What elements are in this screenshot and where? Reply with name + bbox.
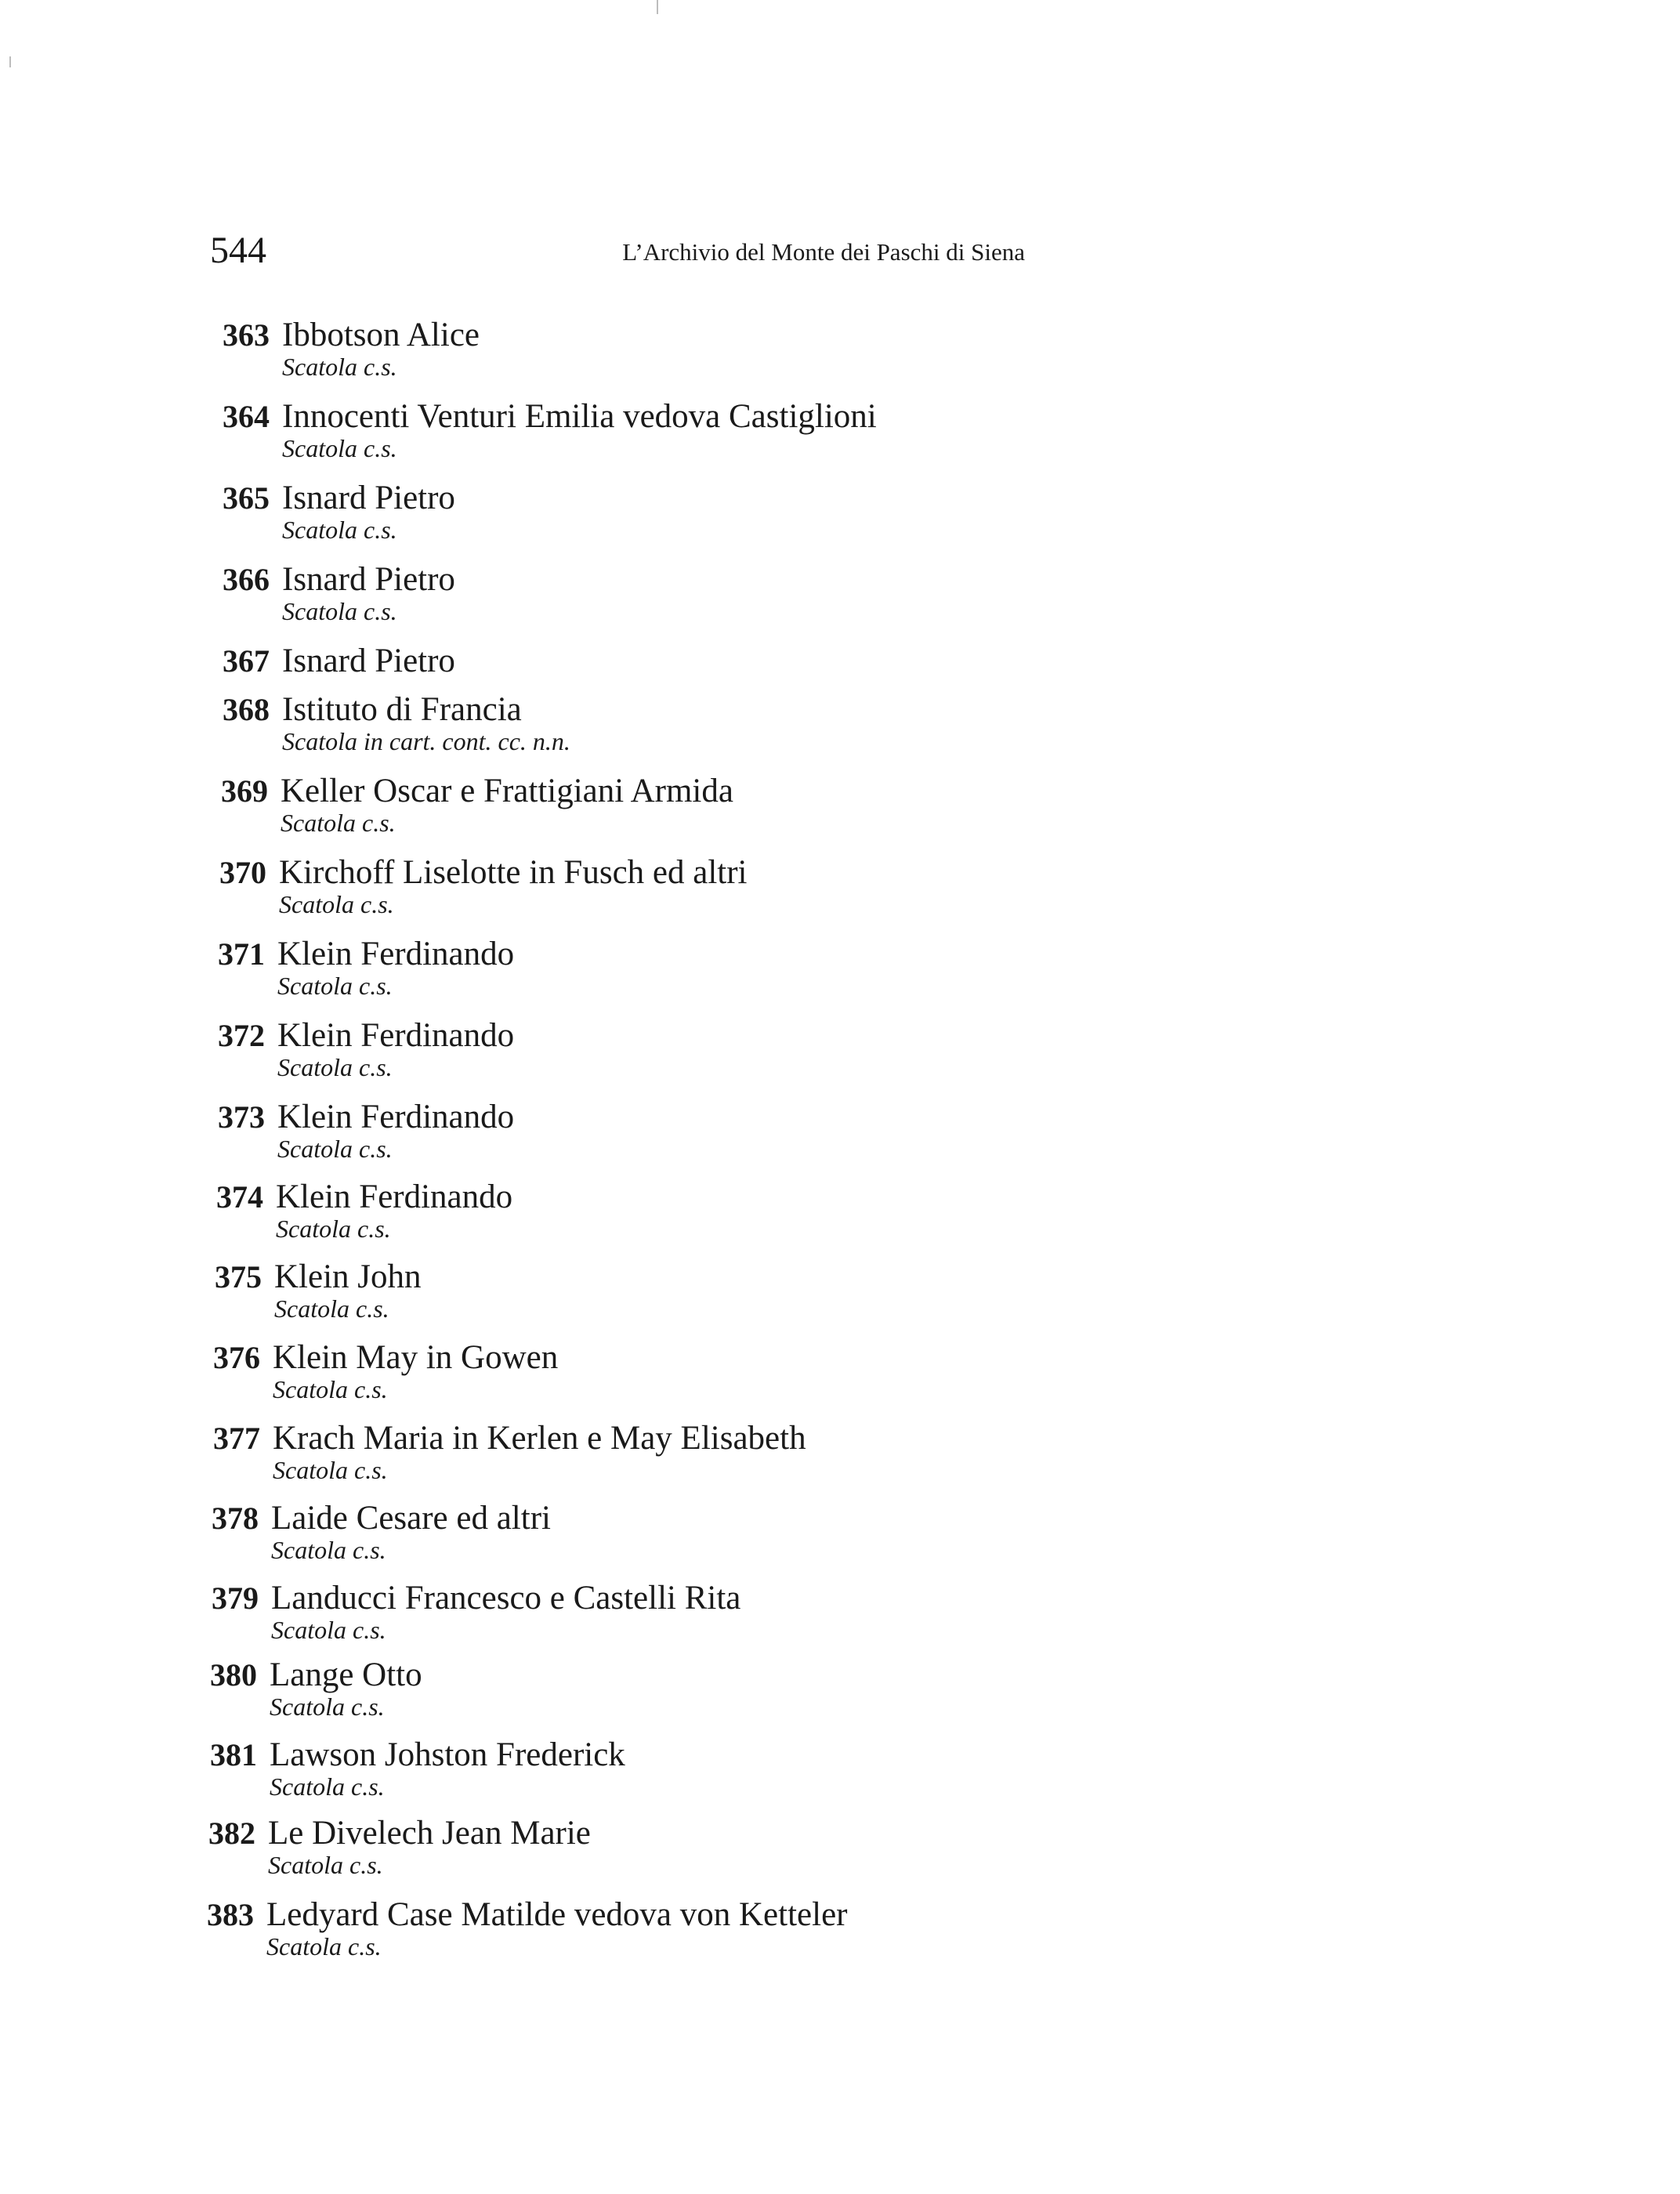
entry-note: Scatola c.s. [268,1851,383,1879]
entry-number: 380 [210,1657,257,1693]
entry-note: Scatola c.s. [277,1135,393,1163]
entry-title: Klein Ferdinando [277,1099,515,1135]
entry-note: Scatola c.s. [282,597,397,625]
entry-note: Scatola c.s. [273,1456,388,1484]
entry-note: Scatola c.s. [281,809,396,837]
entry-number: 377 [213,1421,260,1456]
entry-note: Scatola c.s. [282,434,397,462]
entry-title: Klein John [274,1258,422,1295]
entry-number: 381 [210,1737,257,1772]
entry-number: 376 [213,1340,260,1375]
entry-note: Scatola c.s. [282,516,397,544]
entry-note: Scatola c.s. [266,1932,382,1960]
entry-number: 364 [223,399,270,434]
entry-title: Innocenti Venturi Emilia vedova Castiglioni [282,398,877,435]
entry-number: 367 [223,643,270,679]
entry-number: 363 [223,317,270,353]
entry-note: Scatola c.s. [271,1616,386,1644]
entry-note: Scatola c.s. [277,972,393,1000]
entry-title: Isnard Pietro [282,561,455,598]
entry-number: 383 [207,1897,254,1932]
entry-title: Klein Ferdinando [277,936,515,972]
scan-mark-left [9,56,11,67]
page-header [210,227,1025,282]
entry-number: 368 [223,692,270,727]
entry-number: 374 [216,1179,263,1215]
entry-note: Scatola c.s. [282,353,397,381]
entry-note: Scatola c.s. [279,890,394,918]
entry-number: 370 [219,855,266,890]
page-number: 544 [210,230,266,271]
entry-title: Keller Oscar e Frattigiani Armida [281,773,733,809]
entry-number: 378 [212,1501,259,1536]
entry-list [0,313,1680,1990]
entry-title: Klein Ferdinando [277,1017,515,1054]
entry-title: Kirchoff Liselotte in Fusch ed altri [279,854,748,891]
entry-title: Isnard Pietro [282,480,455,516]
entry-title: Laide Cesare ed altri [271,1500,551,1537]
entry-note: Scatola c.s. [274,1294,389,1323]
entry-number: 375 [215,1259,262,1294]
scan-mark-top [657,0,658,14]
entry-number: 372 [218,1018,265,1053]
entry-title: Istituto di Francia [282,691,522,728]
entry-number: 373 [218,1099,265,1135]
entry-note: Scatola c.s. [271,1536,386,1564]
entry-number: 379 [212,1580,259,1616]
entry-number: 382 [208,1816,255,1851]
entry-note: Scatola c.s. [277,1053,393,1081]
entry-title: Lange Otto [270,1656,422,1693]
entry-title: Klein May in Gowen [273,1339,559,1376]
entry-title: Landucci Francesco e Castelli Rita [271,1580,741,1617]
entry-number: 369 [221,773,268,809]
entry-number: 366 [223,562,270,597]
entry-title: Lawson Johston Frederick [270,1736,625,1773]
entry-note: Scatola in cart. cont. cc. n.n. [282,727,570,755]
entry-number: 371 [218,936,265,972]
entry-note: Scatola c.s. [270,1693,385,1721]
entry-title: Klein Ferdinando [276,1178,513,1215]
running-title: L’Archivio del Monte dei Paschi di Siena [622,238,1025,266]
entry-number: 365 [223,480,270,516]
entry-title: Krach Maria in Kerlen e May Elisabeth [273,1420,806,1457]
entry-note: Scatola c.s. [270,1772,385,1801]
entry-title: Isnard Pietro [282,643,455,679]
entry-note: Scatola c.s. [273,1375,388,1403]
entry-title: Ibbotson Alice [282,317,480,353]
entry-title: Ledyard Case Matilde vedova von Ketteler [266,1896,848,1933]
entry-title: Le Divelech Jean Marie [268,1815,591,1852]
entry-note: Scatola c.s. [276,1215,391,1243]
